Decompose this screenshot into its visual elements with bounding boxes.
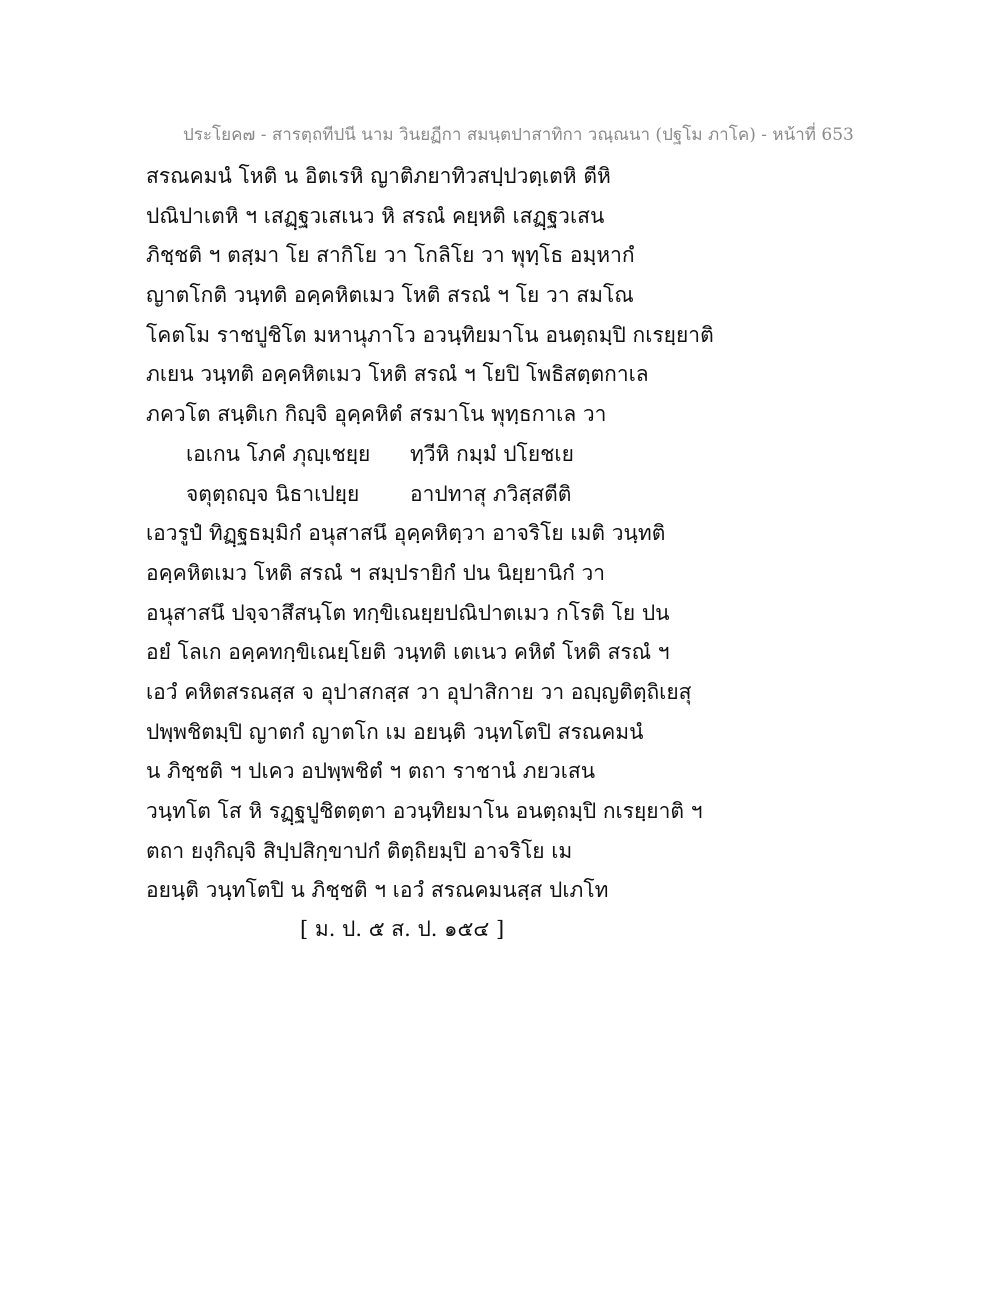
- text-line: ภิชฺชติ ฯ ตสฺมา โย สากิโย วา โกลิโย วา พุทฺโธ อมฺหากํ: [146, 243, 635, 268]
- verse-line: [146, 435, 946, 475]
- verse-first-half: จตุตฺถญฺจ นิธาเปยฺย: [186, 481, 360, 506]
- source-reference: [ ม. ป. ๕ ส. ป. ๑๕๔ ]: [300, 917, 505, 941]
- verse-first-half: เอเกน โภคํ ภุญฺเชยฺย: [186, 441, 371, 466]
- text-line: ภควโต สนฺติเก กิญฺจิ อุคฺคหิตํ สรมาโน พุทฺธกาเล วา: [146, 402, 607, 427]
- text-line: น ภิชฺชติ ฯ ปเคว อปพฺพชิตํ ฯ ตถา ราชานํ ภยวเสน: [146, 759, 596, 784]
- verse-second-half: อาปทาสุ ภวิสฺสตีติ: [410, 481, 572, 506]
- text-line: ภเยน วนฺทติ อคฺคหิตเมว โหติ สรณํ ฯ โยปิ โพธิสตฺตกาเล: [146, 362, 649, 387]
- verse-line: [146, 475, 946, 515]
- text-line: วนฺทโต โส หิ รฏฺฐปูชิตตฺตา อวนฺทิยมาโน อนตฺถมฺปิ กเรยฺยาติ ฯ: [146, 799, 703, 823]
- text-line: ตถา ยงฺกิญฺจิ สิปฺปสิกฺขาปกํ ติตฺถิยมฺปิ อาจริโย เม: [146, 838, 573, 863]
- text-line: เอวํ คหิตสรณสฺส จ อุปาสกสฺส วา อุปาสิกาย วา อญฺญติตฺถิเยสุ: [146, 679, 692, 704]
- text-line: ปพฺพชิตมฺปิ ญาตกํ ญาตโก เม อยนฺติ วนฺทโตปิ สรณคมนํ: [146, 719, 644, 744]
- text-body: [146, 157, 946, 911]
- text-line: เอวรูปํ ทิฏฺฐธมฺมิกํ อนุสาสนึ อุคฺคหิตฺวา อาจริโย เมติ วนฺทติ: [146, 521, 666, 546]
- verse-second-half: ทฺวีหิ กมฺมํ ปโยชเย: [410, 441, 574, 466]
- text-line: สรณคมนํ โหติ น อิตเรหิ ญาติภยาทิวสปฺปวตฺเตหิ ตีหิ: [146, 164, 611, 188]
- text-line: อคฺคหิตเมว โหติ สรณํ ฯ สมฺปรายิกํ ปน นิยฺยานิกํ วา: [146, 560, 606, 585]
- text-line: ญาตโกติ วนฺทติ อคฺคหิตเมว โหติ สรณํ ฯ โย วา สมโณ: [146, 283, 634, 308]
- text-line: อนุสาสนึ ปจฺจาสึสนฺโต ทกฺขิเณยฺยปณิปาตเมว กโรติ โย ปน: [146, 600, 670, 625]
- text-line: โคตโม ราชปูชิโต มหานุภาโว อวนฺทิยมาโน อนตฺถมฺปิ กเรยฺยาติ: [146, 322, 714, 347]
- text-line: อยํ โลเก อคฺคทกฺขิเณยฺโยติ วนฺทติ เตเนว คหิตํ โหติ สรณํ ฯ: [146, 640, 670, 665]
- running-header: ประโยค๗ - สารตฺถทีปนี นาม วินยฏีกา สมนฺตปาสาทิกา วณฺณนา (ปฐโม ภาโค) - หน้าที่ 653: [183, 125, 854, 145]
- text-line: ปณิปาเตหิ ฯ เสฏฺฐวเสเนว หิ สรณํ คยฺหติ เสฏฺฐวเสน: [146, 203, 605, 228]
- text-line: อยนฺติ วนฺทโตปิ น ภิชฺชติ ฯ เอวํ สรณคมนสฺส ปเภโท: [146, 878, 609, 903]
